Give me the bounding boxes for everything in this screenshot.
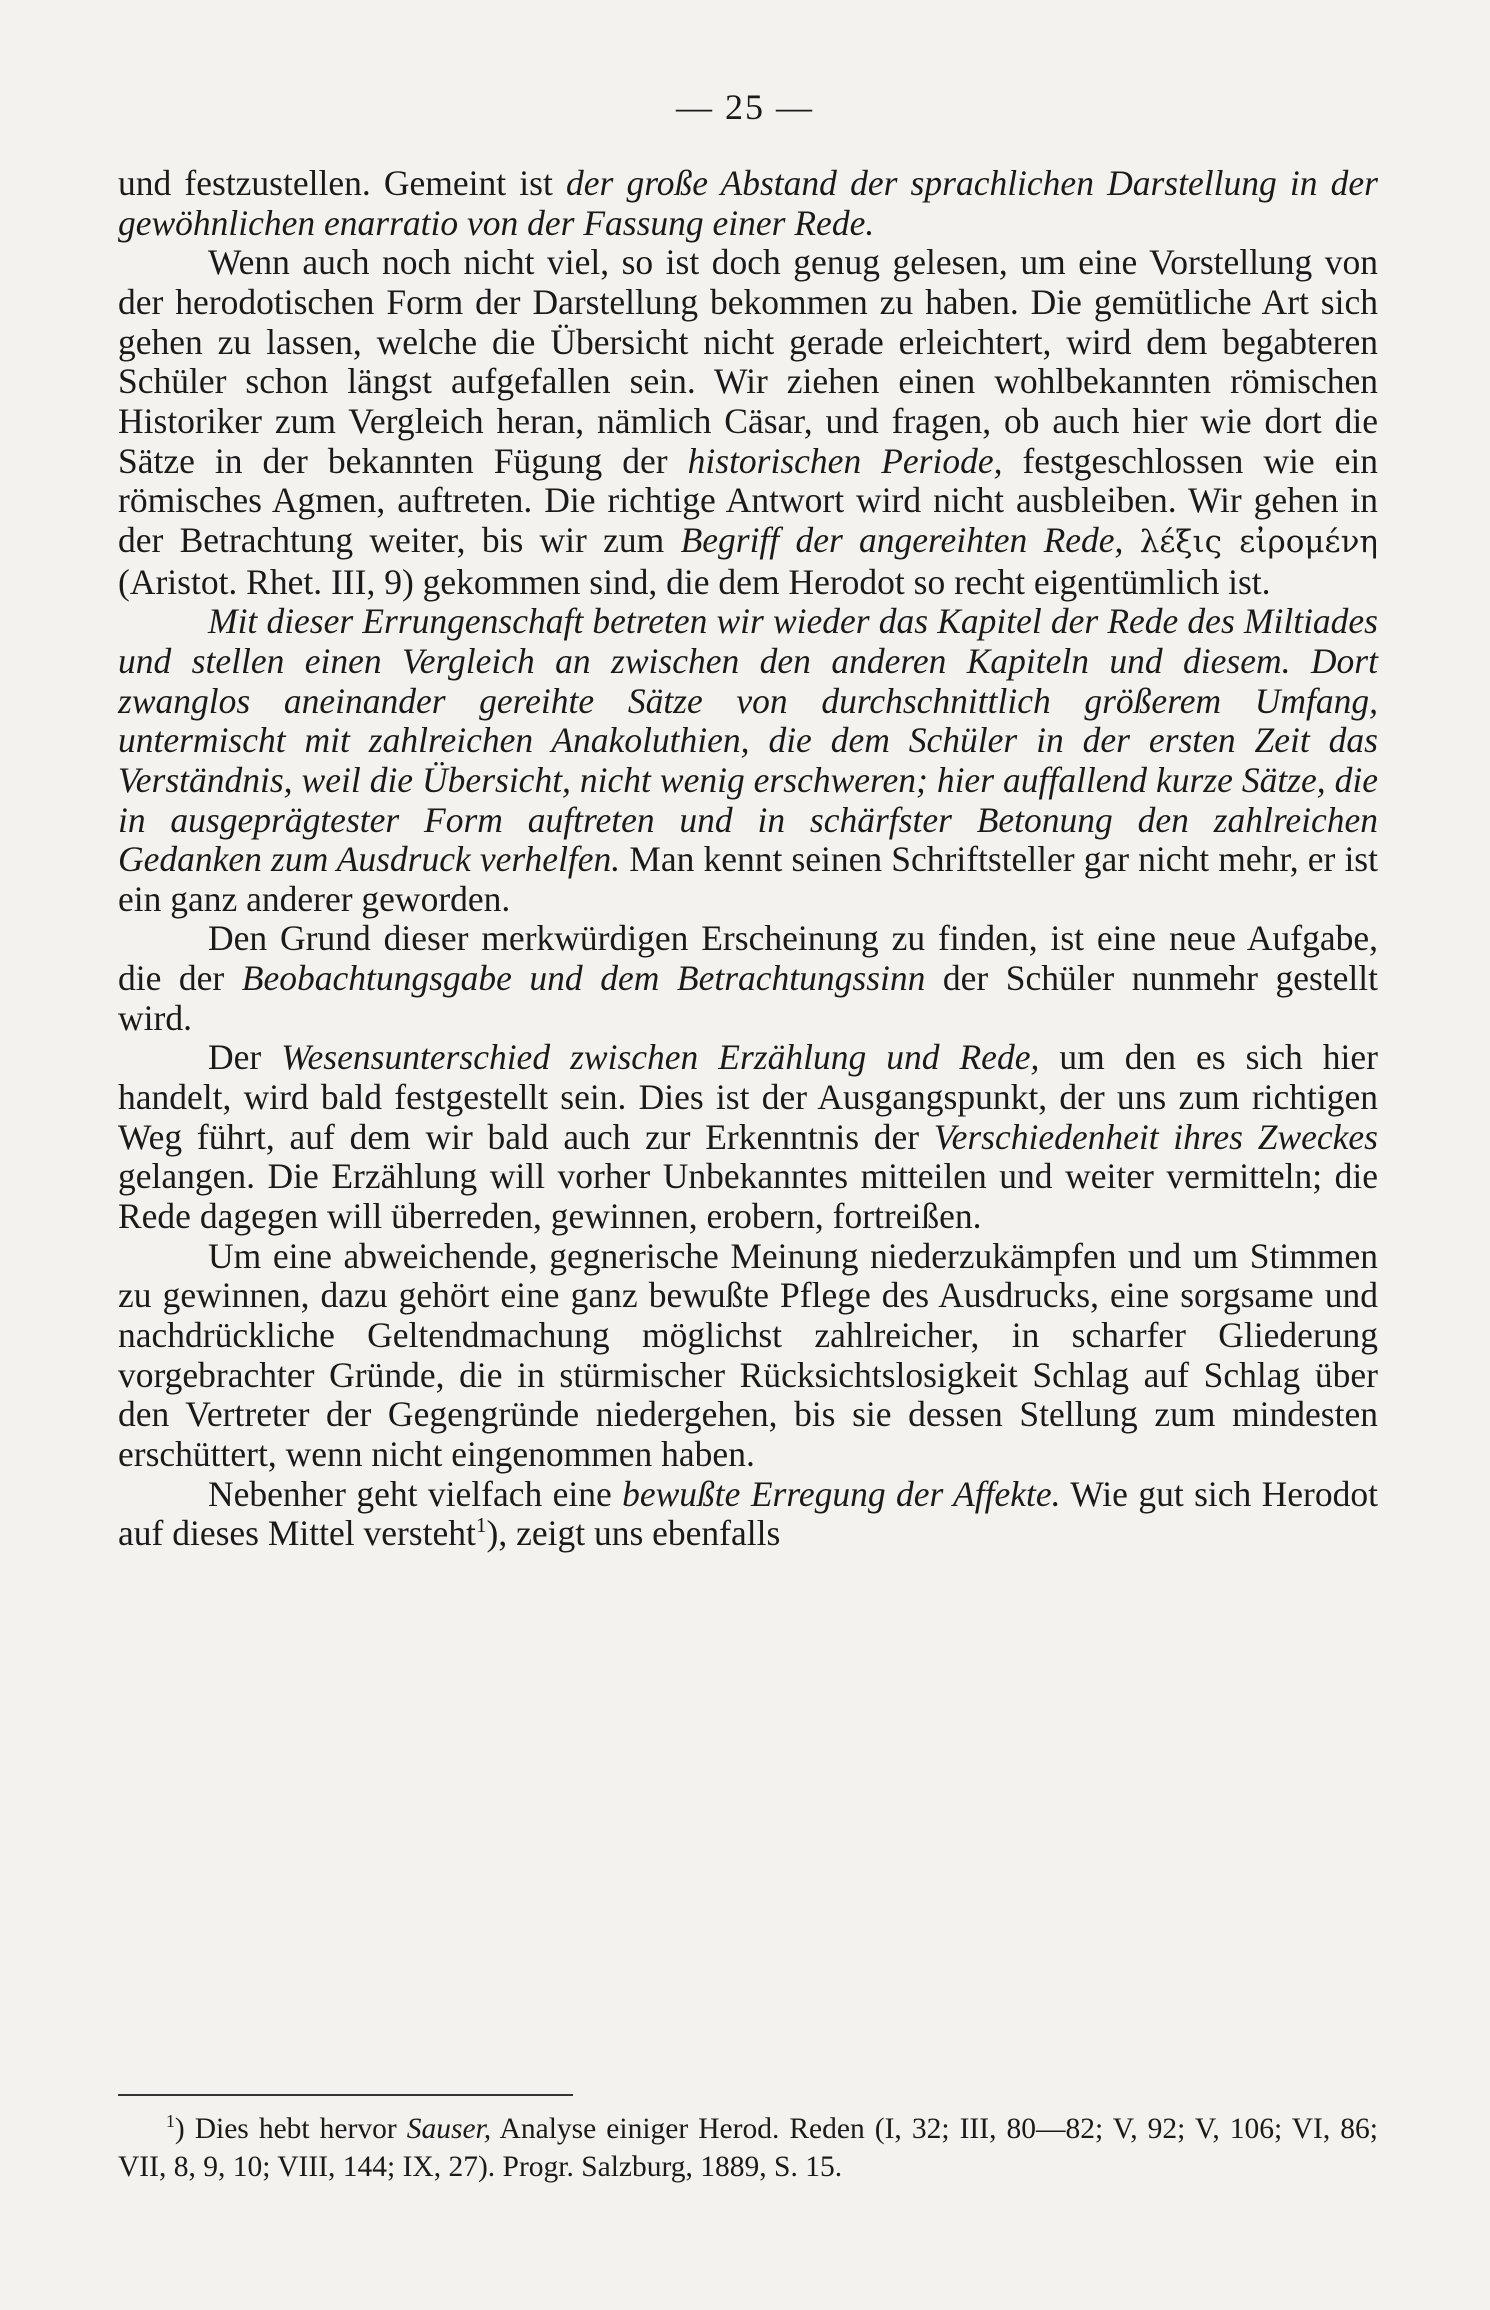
page-number: — 25 — bbox=[676, 87, 814, 127]
paragraph: und festzustellen. Gemeint ist der große Abstand der sprachlichen Darstellung in der gewöhnlichen enarratio von der Fassung einer Rede. bbox=[118, 163, 1378, 243]
paragraph: Um eine abweichende, gegnerische Meinung niederzukämpfen und um Stimmen zu gewinnen, dazu gehört eine ganz bewußte Pflege des Ausdrucks, eine sorgsame und nachdrückliche Geltendmachung möglichst zahlreicher, in scharfer Gliederung vorgebrachter Gründe, die in stürmischer Rücksichtslosigkeit Schlag auf Schlag über den Vertreter der Gegengründe niedergehen, bis sie dessen Stellung zum mindesten erschüttert, wenn nicht eingenommen haben. bbox=[118, 1235, 1378, 1474]
body-text bbox=[118, 164, 1378, 1554]
paragraph: Der Wesensunterschied zwischen Erzählung und Rede, um den es sich hier handelt, wird bald festgestellt sein. Dies ist der Ausgangspunkt, der uns zum richtigen Weg führt, auf dem wir bald auch zur Erkenntnis der Verschiedenheit ihres Zweckes gelangen. Die Erzählung will vorher Unbekanntes mitteilen und weiter vermitteln; die Rede dagegen will überreden, gewinnen, erobern, fortreißen. bbox=[118, 1037, 1378, 1237]
footnote-text: $^1$) Dies hebt hervor Sauser, Analyse einiger Herod. Reden (I, 32; III, 80—82; V, 92; V, 106; VI, 86; VII, 8, 9, 10; VIII, 144; IX, 27). Progr. Salzburg, 1889, S. 15. bbox=[118, 2111, 1378, 2183]
paragraph: Nebenher geht vielfach eine bewußte Erregung der Affekte. Wie gut sich Herodot auf dieses Mittel versteht$^1$), zeigt uns ebenfalls bbox=[118, 1473, 1378, 1554]
footnote bbox=[118, 2110, 1378, 2186]
paragraph: Wenn auch noch nicht viel, so ist doch genug gelesen, um eine Vorstellung von der herodotischen Form der Darstellung bekommen zu haben. Die gemütliche Art sich gehen zu lassen, welche die Übersicht nicht gerade erleichtert, wird dem begabteren Schüler schon längst aufgefallen sein. Wir ziehen einen wohlbekannten römischen Historiker zum Vergleich heran, nämlich Cäsar, und fragen, ob auch hier wie dort die Sätze in der bekannten Fügung der historischen Periode, festgeschlossen wie ein römisches Agmen, auftreten. Die richtige Antwort wird nicht ausbleiben. Wir gehen in der Betrachtung weiter, bis wir zum Begriff der angereihten Rede, λέξις εἰρομένη (Aristot. Rhet. III, 9) gekommen sind, die dem Herodot so recht eigentümlich ist. bbox=[118, 242, 1378, 602]
paragraph: Den Grund dieser merkwürdigen Erscheinung zu finden, ist eine neue Aufgabe, die der Beobachtungsgabe und dem Betrachtungssinn der Schüler nunmehr gestellt wird. bbox=[118, 918, 1378, 1038]
footnote-rule bbox=[118, 2094, 573, 2096]
paragraph: Mit dieser Errungenschaft betreten wir wieder das Kapitel der Rede des Miltiades und stellen einen Vergleich an zwischen den anderen Kapiteln und diesem. Dort zwanglos aneinander gereihte Sätze von durchschnittlich größerem Umfang, untermischt mit zahlreichen Anakoluthien, die dem Schüler in der ersten Zeit das Verständnis, weil die Übersicht, nicht wenig erschweren; hier auffallend kurze Sätze, die in ausgeprägtester Form auftreten und in schärfster Betonung den zahlreichen Gedanken zum Ausdruck verhelfen. Man kennt seinen Schriftsteller gar nicht mehr, er ist ein ganz anderer geworden. bbox=[118, 601, 1378, 919]
